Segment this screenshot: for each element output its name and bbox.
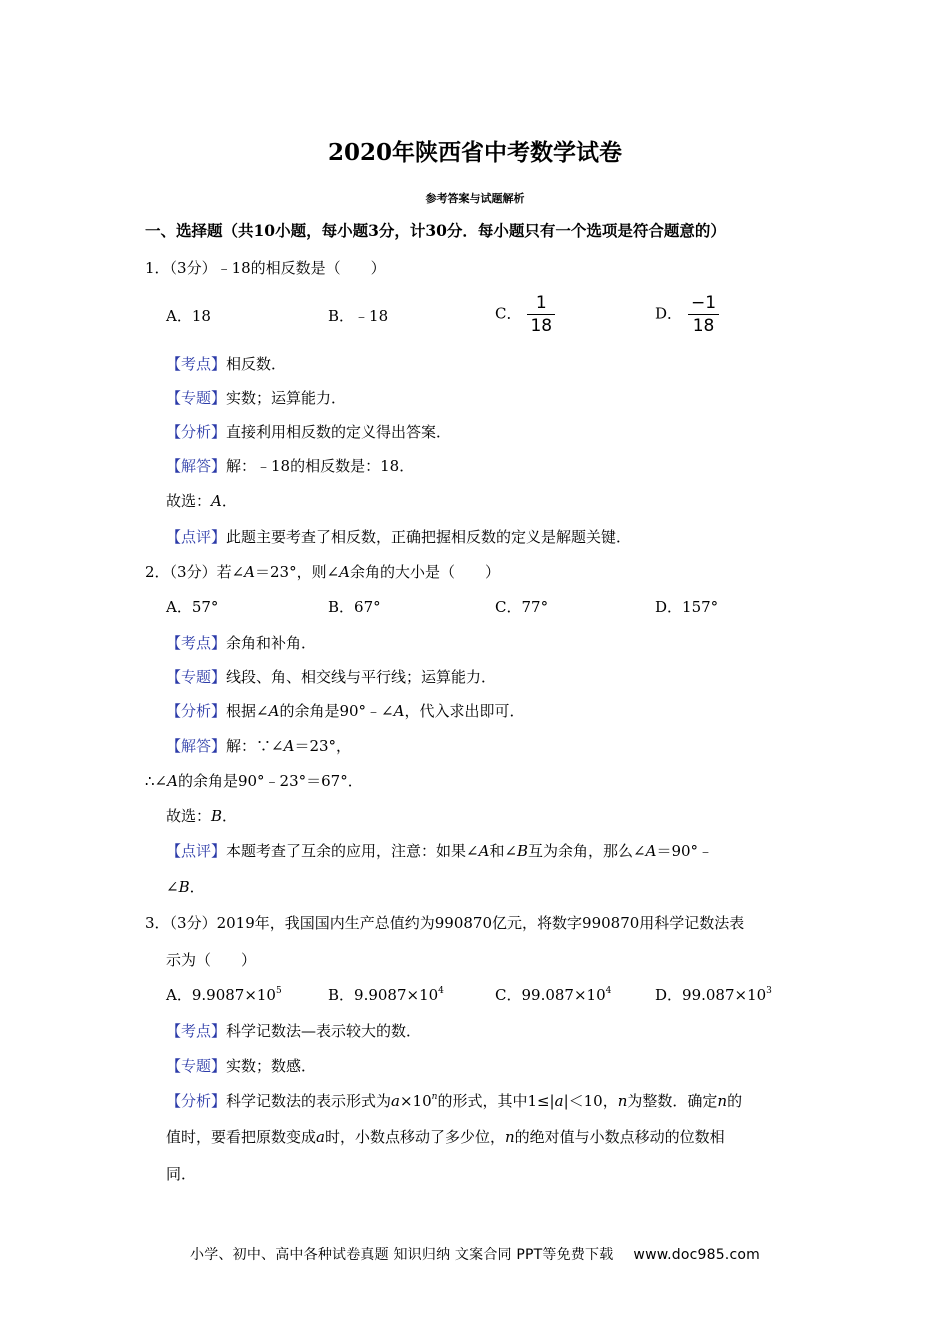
section-heading: 一、选择题（共10小题，每小题3分，计30分．每小题只有一个选项是符合题意的） (145, 221, 726, 240)
q1-zhuanti (166, 388, 346, 408)
q2-step-b: 的余角是90°﹣23°＝67°． (177, 772, 363, 790)
q1-option-a: A．18 (166, 307, 211, 325)
q2-dp-a: 本题考查了互余的应用，注意：如果∠ (226, 842, 479, 860)
q1-jieda-text: 解：﹣18的相反数是：18． (226, 457, 415, 475)
q3-fenxi-a: 科学记数法的表示形式为 (226, 1092, 392, 1110)
q3-fenxi-b: ×10 (399, 1092, 432, 1110)
q2-fenxi (166, 701, 524, 721)
q3-fenxi-line3: 同． (166, 1165, 197, 1183)
q3-option-d (655, 985, 772, 1005)
q1-fenxi-text: 直接利用相反数的定义得出答案． (226, 423, 452, 441)
q3-option-c-base: C．99.087×10 (495, 986, 606, 1004)
q3-var-n: n (617, 1092, 628, 1110)
page-title: 2020年陕西省中考数学试卷 (327, 139, 622, 166)
q3-option-a-exponent: 5 (275, 986, 282, 996)
q1-kaodian (166, 354, 286, 374)
q1-option-c-numerator: 1 (527, 292, 555, 315)
q1-answer-prefix: 故选： (166, 492, 212, 510)
q2-option-c: C．77° (495, 598, 549, 616)
q1-answer-letter: A (211, 492, 222, 510)
q2-zhuanti-text: 线段、角、相交线与平行线；运算能力． (226, 668, 497, 686)
q3-option-b-exponent: 4 (438, 986, 444, 996)
q3-var-a: a (316, 1128, 325, 1146)
q3-var-n: n (431, 1092, 438, 1102)
q2-option-a: A．57° (166, 598, 219, 616)
q2-fenxi-a: 根据∠ (226, 702, 269, 720)
page-subtitle: 参考答案与试题解析 (425, 192, 525, 205)
q2-stem (145, 562, 500, 582)
q3-kaodian (166, 1021, 421, 1041)
q2-var-a: A (167, 772, 178, 790)
q3-fenxi-d: |＜10， (563, 1092, 618, 1110)
q1-option-d (655, 292, 719, 337)
q1-option-d-fraction (688, 292, 719, 337)
q2-dp-d: ＝90°﹣ (656, 842, 714, 860)
q2-step (145, 771, 363, 791)
q2-jieda (166, 736, 351, 756)
q1-option-c-prefix: C． (495, 304, 522, 323)
q1-option-c-denominator: 18 (530, 316, 553, 336)
q2-var-a: A (283, 737, 295, 755)
q3-fenxi-e: 为整数．确定 (627, 1092, 718, 1110)
q1-option-c-fraction (527, 292, 555, 337)
q2-fenxi-b: 的余角是90°﹣∠ (279, 702, 394, 720)
dianping-label: 【点评】 (166, 842, 227, 860)
q2-dp-c: 互为余角，那么∠ (528, 842, 646, 860)
q3-fenxi2-c: 的绝对值与小数点移动的位数相 (514, 1128, 725, 1146)
q2-answer-prefix: 故选： (166, 807, 212, 825)
q3-var-n: n (717, 1092, 728, 1110)
q1-dianping (166, 527, 631, 547)
fenxi-label: 【分析】 (166, 702, 227, 720)
q3-option-b (328, 985, 444, 1005)
fenxi-label: 【分析】 (166, 423, 227, 441)
q2-fenxi-c: ，代入求出即可． (404, 702, 525, 720)
q2-var-a: A (268, 702, 280, 720)
q2-dp-line2-a: ∠ (166, 878, 179, 896)
q2-dp-b: 和∠ (489, 842, 518, 860)
q1-answer (166, 491, 237, 511)
q1-zhuanti-text: 实数；运算能力． (226, 389, 347, 407)
jieda-label: 【解答】 (166, 457, 227, 475)
q3-fenxi-line2 (166, 1127, 725, 1147)
q1-answer-suffix: ． (221, 492, 237, 510)
q2-answer-letter: B (211, 807, 223, 825)
q2-var-a: A (339, 563, 350, 581)
q3-option-d-exponent: 3 (766, 986, 772, 996)
q2-stem-a: 2．（3分）若∠ (145, 563, 245, 581)
q3-zhuanti-text: 实数；数感． (226, 1057, 317, 1075)
q2-var-b: B (517, 842, 529, 860)
q3-fenxi-f: 的 (727, 1092, 743, 1110)
q3-fenxi2-a: 值时，要看把原数变成 (166, 1128, 317, 1146)
q1-option-d-prefix: D． (655, 304, 683, 323)
dianping-label: 【点评】 (166, 528, 227, 546)
q1-stem: 1．（3分）﹣18的相反数是（ ） (145, 259, 386, 277)
q3-stem-line1: 3．（3分）2019年，我国国内生产总值约为990870亿元，将数字990870用科学记数法表 (145, 914, 745, 932)
q2-answer-suffix: ． (222, 807, 238, 825)
q1-kaodian-text: 相反数． (226, 355, 287, 373)
q3-option-c-exponent: 4 (605, 986, 612, 996)
q1-option-b: B．﹣18 (328, 307, 389, 325)
zhuanti-label: 【专题】 (166, 1057, 227, 1075)
q3-fenxi-c: 的形式，其中1≤| (437, 1092, 555, 1110)
q3-var-n: n (504, 1128, 515, 1146)
footer-text: 小学、初中、高中各种试卷真题 知识归纳 文案合同 PPT等免费下载 (190, 1247, 614, 1263)
q2-dianping-line2 (166, 877, 205, 897)
q2-zhuanti (166, 667, 496, 687)
q3-zhuanti (166, 1056, 316, 1076)
q1-option-d-numerator: −1 (688, 292, 719, 315)
q3-option-d-base: D．99.087×10 (655, 986, 767, 1004)
kaodian-label: 【考点】 (166, 1022, 227, 1040)
q2-dp-line2-b: ． (189, 878, 205, 896)
q3-option-a-base: A．9.9087×10 (166, 986, 276, 1004)
q3-stem-line2: 示为（ ） (166, 951, 257, 969)
q2-var-a: A (244, 563, 255, 581)
jieda-label: 【解答】 (166, 737, 227, 755)
fenxi-label: 【分析】 (166, 1092, 227, 1110)
q1-fenxi (166, 422, 451, 442)
q2-kaodian-text: 余角和补角． (226, 634, 317, 652)
kaodian-label: 【考点】 (166, 355, 227, 373)
q2-jieda-a: 解：∵∠ (226, 737, 284, 755)
q2-kaodian (166, 633, 316, 653)
zhuanti-label: 【专题】 (166, 389, 227, 407)
q1-option-c (495, 292, 555, 337)
q3-kaodian-text: 科学记数法—表示较大的数． (226, 1022, 422, 1040)
q1-dianping-text: 此题主要考查了相反数，正确把握相反数的定义是解题关键． (226, 528, 632, 546)
q2-var-a: A (393, 702, 405, 720)
zhuanti-label: 【专题】 (166, 668, 227, 686)
q2-var-a: A (645, 842, 657, 860)
q3-fenxi (166, 1091, 742, 1111)
q2-stem-b: ＝23°，则∠ (255, 563, 340, 581)
q3-fenxi2-b: 时，小数点移动了多少位， (324, 1128, 505, 1146)
footer-url[interactable]: www.doc985.com (633, 1247, 760, 1263)
q3-option-c (495, 985, 611, 1005)
q2-stem-c: 余角的大小是（ ） (350, 563, 501, 581)
q2-option-b: B．67° (328, 598, 381, 616)
q3-option-b-base: B．9.9087×10 (328, 986, 439, 1004)
q2-var-a: A (478, 842, 490, 860)
q3-var-a: a (391, 1092, 400, 1110)
q3-option-a (166, 985, 282, 1005)
q1-jieda (166, 456, 414, 476)
q3-var-a: a (554, 1092, 564, 1110)
page-footer (0, 1244, 950, 1264)
q2-option-d: D．157° (655, 598, 719, 616)
kaodian-label: 【考点】 (166, 634, 227, 652)
q2-step-a: ∴∠ (145, 772, 168, 790)
q2-answer (166, 806, 237, 826)
q2-jieda-b: ＝23°， (294, 737, 352, 755)
q1-option-d-denominator: 18 (692, 316, 715, 336)
q2-dianping (166, 841, 713, 861)
q2-var-b: B (178, 878, 190, 896)
